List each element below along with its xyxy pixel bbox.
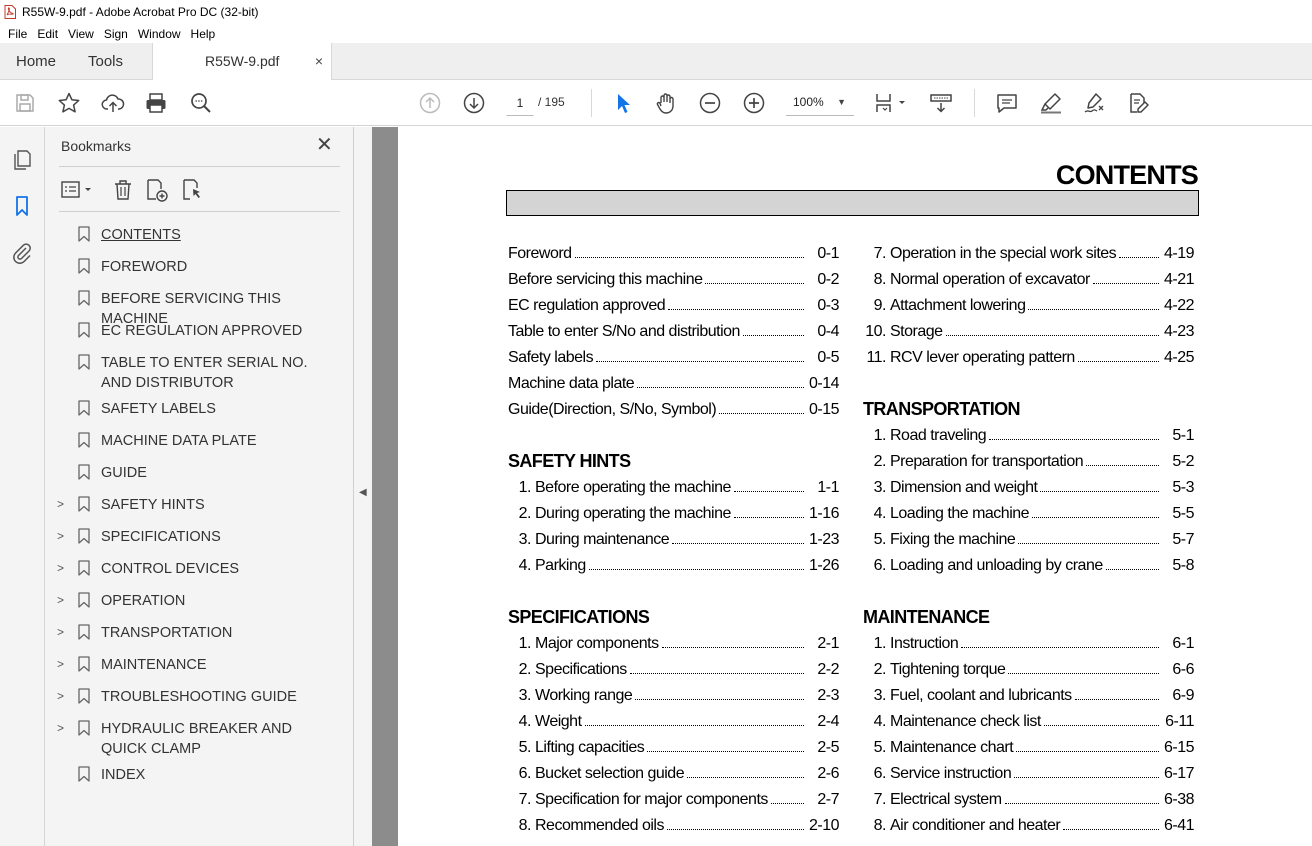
toc-entry-page: 6-38 bbox=[1163, 791, 1194, 808]
toc-entry-page: 0-2 bbox=[817, 271, 839, 288]
tab-document[interactable] bbox=[152, 43, 332, 81]
toc-entry[interactable] bbox=[863, 271, 1194, 295]
toc-entry-page: 6-1 bbox=[1172, 635, 1194, 652]
tab-document-label: R55W-9.pdf bbox=[205, 53, 280, 69]
bookmark-icon bbox=[78, 592, 90, 608]
toc-entry-title: Loading the machine bbox=[890, 505, 1030, 522]
dot-leader bbox=[989, 439, 1159, 440]
dot-leader bbox=[1005, 803, 1159, 804]
toc-entry-number: 7. bbox=[873, 245, 886, 262]
toc-entry-title: Service instruction bbox=[890, 765, 1012, 782]
bookmark-icon bbox=[78, 354, 90, 370]
menu-window[interactable]: Window bbox=[137, 26, 181, 41]
prev-page-icon[interactable] bbox=[418, 91, 442, 115]
toc-entry-page: 6-11 bbox=[1165, 713, 1194, 730]
toc-section-heading: SAFETY HINTS bbox=[508, 451, 631, 471]
toc-entry[interactable] bbox=[508, 739, 839, 763]
toc-entry-title: Road traveling bbox=[890, 427, 987, 444]
toc-entry-page: 5-8 bbox=[1172, 557, 1194, 574]
toc-entry[interactable] bbox=[863, 687, 1194, 711]
toc-entry-title: Guide(Direction, S/No, Symbol) bbox=[508, 401, 717, 418]
print-icon[interactable] bbox=[144, 91, 168, 115]
toc-entry-title: Lifting capacities bbox=[535, 739, 645, 756]
dot-leader bbox=[1078, 361, 1159, 362]
toc-entry-page: 0-15 bbox=[808, 401, 839, 418]
toc-entry-title: Preparation for transportation bbox=[890, 453, 1084, 470]
scroll-mode-icon[interactable] bbox=[929, 91, 953, 115]
toc-entry-title: Parking bbox=[535, 557, 586, 574]
toc-entry[interactable] bbox=[863, 713, 1194, 737]
toc-entry-page: 4-21 bbox=[1163, 271, 1194, 288]
toc-entry[interactable] bbox=[508, 271, 839, 295]
bookmark-label: OPERATION bbox=[101, 593, 186, 609]
toc-entry[interactable] bbox=[863, 557, 1194, 581]
heading-bar bbox=[506, 190, 1199, 216]
chevron-right-icon[interactable]: > bbox=[57, 497, 65, 511]
bookmarks-panel-title: Bookmarks bbox=[61, 138, 132, 154]
navigation-rail bbox=[0, 127, 45, 846]
dot-leader bbox=[1093, 283, 1159, 284]
bookmark-label: TROUBLESHOOTING GUIDE bbox=[101, 689, 297, 705]
dot-leader bbox=[734, 517, 804, 518]
toc-section-heading: MAINTENANCE bbox=[863, 607, 990, 627]
zoom-select[interactable] bbox=[786, 90, 854, 116]
bookmark-label: SAFETY LABELS bbox=[101, 401, 216, 417]
dot-leader bbox=[743, 335, 804, 336]
dot-leader bbox=[672, 543, 804, 544]
bookmark-label: SAFETY HINTS bbox=[101, 497, 205, 513]
toc-entry-number: 1. bbox=[518, 635, 531, 652]
toc-entry-number: 5. bbox=[873, 531, 886, 548]
dot-leader bbox=[734, 491, 804, 492]
toc-entry[interactable] bbox=[863, 349, 1194, 373]
page-heading: CONTENTS bbox=[1055, 160, 1198, 190]
bookmark-label: CONTENTS bbox=[101, 227, 181, 243]
bookmark-icon bbox=[78, 560, 90, 576]
toc-entry-title: Fixing the machine bbox=[890, 531, 1016, 548]
toc-entry-title: Attachment lowering bbox=[890, 297, 1026, 314]
chevron-right-icon[interactable]: > bbox=[57, 561, 65, 575]
document-viewer[interactable] bbox=[372, 127, 1312, 846]
pdf-page bbox=[398, 127, 1312, 846]
bookmark-label: MACHINE DATA PLATE bbox=[101, 433, 257, 449]
toc-entry-title: Recommended oils bbox=[535, 817, 664, 834]
bookmark-label: MAINTENANCE bbox=[101, 657, 207, 673]
upload-icon[interactable] bbox=[101, 91, 125, 115]
dot-leader bbox=[662, 647, 804, 648]
toc-entry-number: 4. bbox=[873, 713, 886, 730]
toc-entry-number: 7. bbox=[518, 791, 531, 808]
dot-leader bbox=[771, 803, 804, 804]
main-toolbar bbox=[0, 80, 1312, 126]
toc-entry-title: Bucket selection guide bbox=[535, 765, 685, 782]
dot-leader bbox=[668, 309, 804, 310]
zoom-in-icon[interactable] bbox=[742, 91, 766, 115]
dot-leader bbox=[647, 751, 804, 752]
attachments-icon[interactable] bbox=[10, 240, 34, 264]
toc-entry-page: 6-15 bbox=[1163, 739, 1194, 756]
toc-entry[interactable] bbox=[508, 687, 839, 711]
toc-entry-number: 11. bbox=[866, 349, 886, 366]
divider bbox=[59, 166, 340, 167]
toc-entry-title: EC regulation approved bbox=[508, 297, 666, 314]
page-thumbnails-icon[interactable] bbox=[10, 148, 34, 172]
dot-leader bbox=[1018, 543, 1159, 544]
toc-entry-number: 6. bbox=[873, 557, 886, 574]
menu-help[interactable]: Help bbox=[190, 26, 216, 41]
bookmark-label: TABLE TO ENTER SERIAL NO. AND DISTRIBUTOR bbox=[101, 355, 308, 391]
bookmark-label: GUIDE bbox=[101, 465, 147, 481]
toc-entry-page: 2-1 bbox=[817, 635, 839, 652]
toc-entry[interactable] bbox=[508, 557, 839, 581]
menu-bar bbox=[0, 24, 1312, 43]
toc-entry-page: 2-4 bbox=[817, 713, 839, 730]
bookmark-icon bbox=[78, 624, 90, 640]
toc-entry-page: 6-17 bbox=[1163, 765, 1194, 782]
toc-entry-number: 8. bbox=[873, 271, 886, 288]
toc-entry-page: 4-22 bbox=[1163, 297, 1194, 314]
star-icon[interactable] bbox=[57, 91, 81, 115]
toc-entry-page: 1-23 bbox=[808, 531, 839, 548]
tab-bar bbox=[0, 43, 1312, 80]
toc-entry-page: 0-14 bbox=[808, 375, 839, 392]
dot-leader bbox=[687, 777, 804, 778]
toc-entry-page: 6-41 bbox=[1163, 817, 1194, 834]
bookmark-icon bbox=[78, 496, 90, 512]
toc-entry-title: During operating the machine bbox=[535, 505, 731, 522]
bookmark-icon bbox=[78, 766, 90, 782]
toc-entry-number: 1. bbox=[518, 479, 531, 496]
toc-entry[interactable] bbox=[863, 479, 1194, 503]
toc-entry-number: 4. bbox=[518, 713, 531, 730]
dot-leader bbox=[705, 283, 804, 284]
chevron-right-icon[interactable]: > bbox=[57, 529, 65, 543]
toc-entry-page: 1-1 bbox=[817, 479, 839, 496]
toc-entry-number: 4. bbox=[518, 557, 531, 574]
bookmark-icon bbox=[78, 432, 90, 448]
toc-entry[interactable] bbox=[863, 817, 1194, 841]
toc-entry[interactable] bbox=[863, 661, 1194, 685]
dot-leader bbox=[637, 387, 804, 388]
toc-entry[interactable] bbox=[508, 635, 839, 659]
toc-entry-number: 8. bbox=[518, 817, 531, 834]
bookmarks-toolbar bbox=[59, 177, 259, 203]
toc-entry[interactable] bbox=[508, 791, 839, 815]
bookmark-options-icon[interactable] bbox=[59, 177, 95, 203]
toc-entry-page: 5-3 bbox=[1172, 479, 1194, 496]
toc-entry-title: Working range bbox=[535, 687, 633, 704]
save-icon[interactable] bbox=[13, 91, 37, 115]
edit-pdf-icon[interactable] bbox=[1126, 91, 1150, 115]
toc-entry-page: 0-4 bbox=[817, 323, 839, 340]
toc-entry-title: Before operating the machine bbox=[535, 479, 731, 496]
sign-icon[interactable] bbox=[1082, 91, 1106, 115]
bookmark-icon bbox=[78, 258, 90, 274]
dot-leader bbox=[946, 335, 1159, 336]
toc-entry-number: 9. bbox=[873, 297, 886, 314]
chevron-down-icon: ▼ bbox=[837, 97, 846, 107]
toc-entry[interactable] bbox=[863, 765, 1194, 789]
toc-entry-number: 2. bbox=[873, 661, 886, 678]
bookmark-icon bbox=[78, 528, 90, 544]
bookmarks-panel bbox=[45, 127, 353, 846]
bookmark-icon bbox=[78, 720, 90, 736]
toc-entry-number: 8. bbox=[873, 817, 886, 834]
dot-leader bbox=[589, 569, 804, 570]
bookmarks-panel-icon[interactable] bbox=[10, 194, 34, 218]
dot-leader bbox=[1044, 725, 1159, 726]
menu-file[interactable]: File bbox=[8, 26, 28, 41]
bookmark-icon bbox=[78, 688, 90, 704]
toc-entry-title: Major components bbox=[535, 635, 659, 652]
bookmark-label: BEFORE SERVICING THIS MACHINE bbox=[101, 291, 281, 327]
zoom-value: 100% bbox=[793, 95, 824, 109]
chevron-right-icon[interactable]: > bbox=[57, 593, 65, 607]
toc-entry-number: 3. bbox=[518, 687, 531, 704]
toc-entry-title: Machine data plate bbox=[508, 375, 635, 392]
next-page-icon[interactable] bbox=[462, 91, 486, 115]
toc-entry-title: Storage bbox=[890, 323, 943, 340]
toc-entry[interactable] bbox=[863, 427, 1194, 451]
toc-entry[interactable] bbox=[863, 323, 1194, 347]
toc-entry-page: 6-9 bbox=[1172, 687, 1194, 704]
bookmark-icon bbox=[78, 226, 90, 242]
dot-leader bbox=[1028, 309, 1159, 310]
toc-entry-page: 2-5 bbox=[817, 739, 839, 756]
toc-entry-number: 6. bbox=[518, 765, 531, 782]
dot-leader bbox=[1086, 465, 1159, 466]
page-count-label: / 195 bbox=[538, 95, 565, 109]
toc-entry-page: 2-10 bbox=[808, 817, 839, 834]
acrobat-file-icon bbox=[4, 5, 16, 19]
zoom-out-icon[interactable] bbox=[698, 91, 722, 115]
dot-leader bbox=[635, 699, 804, 700]
dot-leader bbox=[1119, 257, 1159, 258]
toc-entry[interactable] bbox=[508, 297, 839, 321]
toc-entry-title: RCV lever operating pattern bbox=[890, 349, 1075, 366]
toc-entry-title: Instruction bbox=[890, 635, 959, 652]
delete-bookmark-icon[interactable] bbox=[110, 177, 136, 203]
divider bbox=[59, 211, 340, 212]
toc-entry[interactable] bbox=[863, 531, 1194, 555]
toc-entry-title: Maintenance check list bbox=[890, 713, 1041, 730]
panel-splitter[interactable] bbox=[353, 127, 372, 846]
bookmark-icon bbox=[78, 464, 90, 480]
toc-section-heading: TRANSPORTATION bbox=[863, 399, 1020, 419]
dot-leader bbox=[1075, 699, 1159, 700]
dot-leader bbox=[1016, 751, 1159, 752]
toc-entry-page: 4-19 bbox=[1163, 245, 1194, 262]
toc-entry-page: 5-7 bbox=[1172, 531, 1194, 548]
dot-leader bbox=[719, 413, 804, 414]
toc-entry-number: 2. bbox=[518, 505, 531, 522]
chevron-right-icon[interactable]: > bbox=[57, 721, 65, 735]
bookmark-icon bbox=[78, 400, 90, 416]
toc-entry-page: 2-3 bbox=[817, 687, 839, 704]
page-number-input[interactable]: 1 bbox=[506, 90, 534, 116]
dot-leader bbox=[1106, 569, 1159, 570]
title-bar bbox=[0, 0, 1312, 24]
toc-entry-title: Table to enter S/No and distribution bbox=[508, 323, 740, 340]
toc-entry-page: 1-16 bbox=[808, 505, 839, 522]
tab-tools[interactable]: Tools bbox=[88, 53, 124, 70]
dot-leader bbox=[1014, 777, 1159, 778]
toc-entry-page: 0-3 bbox=[817, 297, 839, 314]
toc-entry-number: 3. bbox=[518, 531, 531, 548]
select-cursor-icon[interactable] bbox=[611, 91, 635, 115]
bookmark-icon bbox=[78, 322, 90, 338]
toc-entry[interactable] bbox=[508, 479, 839, 503]
toc-entry-number: 2. bbox=[518, 661, 531, 678]
toc-entry-number: 5. bbox=[518, 739, 531, 756]
toc-entry-number: 1. bbox=[873, 427, 886, 444]
fit-page-icon[interactable] bbox=[874, 91, 908, 115]
toc-entry-number: 5. bbox=[873, 739, 886, 756]
chevron-right-icon[interactable]: > bbox=[57, 657, 65, 671]
toc-entry-page: 5-5 bbox=[1172, 505, 1194, 522]
toc-entry-number: 1. bbox=[873, 635, 886, 652]
menu-edit[interactable]: Edit bbox=[37, 26, 59, 41]
toc-entry[interactable] bbox=[508, 505, 839, 529]
toc-entry-page: 1-26 bbox=[808, 557, 839, 574]
toc-entry-page: 0-1 bbox=[817, 245, 839, 262]
toc-entry[interactable] bbox=[863, 297, 1194, 321]
menu-sign[interactable]: Sign bbox=[103, 26, 128, 41]
new-bookmark-icon[interactable] bbox=[143, 177, 169, 203]
chevron-right-icon[interactable]: > bbox=[57, 625, 65, 639]
toc-entry-number: 6. bbox=[873, 765, 886, 782]
toc-entry-title: Loading and unloading by crane bbox=[890, 557, 1103, 574]
dot-leader bbox=[961, 647, 1159, 648]
close-icon[interactable]: ✕ bbox=[316, 134, 333, 156]
comment-icon[interactable] bbox=[995, 91, 1019, 115]
tab-home[interactable]: Home bbox=[16, 53, 57, 70]
toc-entry-number: 10. bbox=[865, 323, 886, 340]
bookmark-label: INDEX bbox=[101, 767, 146, 783]
toc-entry[interactable] bbox=[863, 635, 1194, 659]
chevron-right-icon[interactable]: > bbox=[57, 689, 65, 703]
toc-entry-title: During maintenance bbox=[535, 531, 670, 548]
toc-entry-title: Electrical system bbox=[890, 791, 1002, 808]
toc-entry[interactable] bbox=[508, 765, 839, 789]
toc-entry-number: 4. bbox=[873, 505, 886, 522]
toc-section-heading: SPECIFICATIONS bbox=[508, 607, 650, 627]
toc-entry-page: 5-1 bbox=[1172, 427, 1194, 444]
toc-entry-title: Tightening torque bbox=[890, 661, 1006, 678]
toc-entry-title: Specifications bbox=[535, 661, 627, 678]
dot-leader bbox=[1032, 517, 1159, 518]
toc-entry-title: Safety labels bbox=[508, 349, 594, 366]
toc-entry[interactable] bbox=[508, 349, 839, 373]
toc-entry-page: 5-2 bbox=[1172, 453, 1194, 470]
window-title: R55W-9.pdf - Adobe Acrobat Pro DC (32-bit) bbox=[22, 5, 259, 19]
toc-entry-number: 3. bbox=[873, 687, 886, 704]
dot-leader bbox=[630, 673, 804, 674]
bookmark-icon bbox=[78, 290, 90, 306]
toc-entry-title: Fuel, coolant and lubricants bbox=[890, 687, 1072, 704]
bookmark-label: FOREWORD bbox=[101, 259, 188, 275]
toc-entry-title: Maintenance chart bbox=[890, 739, 1014, 756]
toc-entry-number: 2. bbox=[873, 453, 886, 470]
bookmark-label: SPECIFICATIONS bbox=[101, 529, 221, 545]
bookmark-label: EC REGULATION APPROVED bbox=[101, 323, 303, 339]
toolbar-separator bbox=[591, 89, 592, 117]
highlight-icon[interactable] bbox=[1039, 91, 1063, 115]
toc-entry-title: Normal operation of excavator bbox=[890, 271, 1090, 288]
toc-entry-number: 3. bbox=[873, 479, 886, 496]
toc-entry-number: 7. bbox=[873, 791, 886, 808]
toc-entry[interactable] bbox=[508, 713, 839, 737]
toc-entry[interactable] bbox=[508, 531, 839, 555]
toc-entry[interactable] bbox=[863, 453, 1194, 477]
tab-close-icon[interactable]: × bbox=[314, 53, 323, 69]
toc-entry[interactable] bbox=[863, 739, 1194, 763]
bookmark-label: HYDRAULIC BREAKER AND QUICK CLAMP bbox=[101, 721, 292, 757]
toc-entry[interactable] bbox=[508, 661, 839, 685]
toc-entry[interactable] bbox=[508, 401, 839, 425]
toc-entry[interactable] bbox=[508, 817, 839, 841]
dot-leader bbox=[596, 361, 804, 362]
toc-entry-page: 2-6 bbox=[817, 765, 839, 782]
dot-leader bbox=[1040, 491, 1159, 492]
toc-entry-title: Foreword bbox=[508, 245, 572, 262]
dot-leader bbox=[585, 725, 804, 726]
toc-entry-title: Air conditioner and heater bbox=[890, 817, 1061, 834]
toc-entry-page: 0-5 bbox=[817, 349, 839, 366]
toc-entry[interactable] bbox=[863, 791, 1194, 815]
toc-entry[interactable] bbox=[508, 375, 839, 399]
bookmark-search-icon[interactable] bbox=[179, 177, 205, 203]
toc-entry[interactable] bbox=[508, 245, 839, 269]
toc-entry-title: Weight bbox=[535, 713, 582, 730]
toc-entry-page: 6-6 bbox=[1172, 661, 1194, 678]
menu-view[interactable]: View bbox=[68, 26, 94, 41]
bookmark-label: CONTROL DEVICES bbox=[101, 561, 240, 577]
toc-entry-title: Dimension and weight bbox=[890, 479, 1038, 496]
toc-entry[interactable] bbox=[508, 323, 839, 347]
bookmark-label: TRANSPORTATION bbox=[101, 625, 233, 641]
collapse-panel-icon[interactable]: ◀ bbox=[359, 487, 367, 498]
toc-entry-title: Before servicing this machine bbox=[508, 271, 703, 288]
toc-entry-page: 4-23 bbox=[1163, 323, 1194, 340]
dot-leader bbox=[667, 829, 804, 830]
hand-tool-icon[interactable] bbox=[654, 91, 678, 115]
dot-leader bbox=[575, 257, 804, 258]
toc-entry[interactable] bbox=[863, 505, 1194, 529]
toc-entry-page: 2-2 bbox=[817, 661, 839, 678]
toc-entry-title: Operation in the special work sites bbox=[890, 245, 1117, 262]
find-icon[interactable] bbox=[189, 91, 213, 115]
bookmark-icon bbox=[78, 656, 90, 672]
dot-leader bbox=[1008, 673, 1159, 674]
toc-entry[interactable] bbox=[863, 245, 1194, 269]
toc-entry-title: Specification for major components bbox=[535, 791, 768, 808]
toc-entry-page: 2-7 bbox=[817, 791, 839, 808]
toolbar-separator bbox=[974, 89, 975, 117]
dot-leader bbox=[1063, 829, 1159, 830]
toc-entry-page: 4-25 bbox=[1163, 349, 1194, 366]
